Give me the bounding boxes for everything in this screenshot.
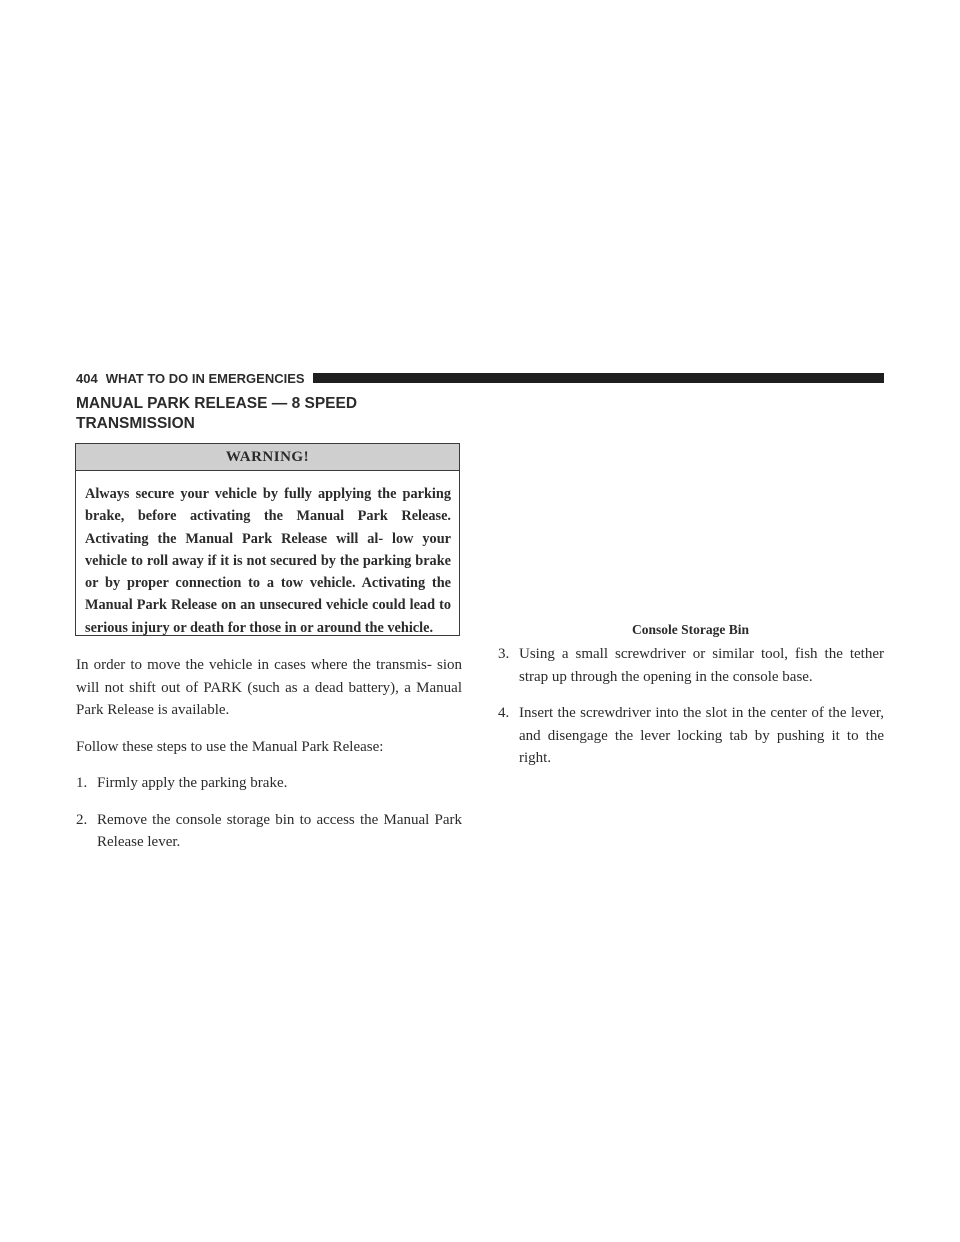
list-item [498,643,884,688]
step-number: 2. [76,811,88,828]
intro-paragraph: In order to move the vehicle in cases where the transmis- sion will not shift out of PARK (such as a dead battery), a Manual Park Release is available. [76,657,462,718]
steps-intro: Follow these steps to use the Manual Park Release: [76,738,384,755]
section-title [76,394,476,434]
step-number: 4. [498,705,510,721]
right-column [498,643,884,784]
list-item [76,809,462,854]
step-number: 1. [76,775,88,791]
step-text: Using a small screwdriver or similar tool, fish the tether strap up through the opening in the console base. [519,646,884,685]
section-title-line-1: MANUAL PARK RELEASE — 8 SPEED [76,395,358,412]
page-number: 404 [76,370,98,386]
section-title-line-2: TRANSMISSION [76,415,195,432]
warning-heading: WARNING! [76,444,459,471]
warning-text: Always secure your vehicle by fully applying the parking brake, before activating the Manual Park Release. Activating the Manual Park Release will al- low your vehicle to roll away if it is not secured by the parking brake or by proper connection to a tow vehicle. Activating the Manual Park Release on an unsecured vehicle could lead to serious injury or death for those in or around the vehicle. [85,486,451,636]
figure-image-placeholder [498,443,883,618]
warning-box [75,443,460,636]
figure-caption: Console Storage Bin [631,622,749,637]
step-number: 3. [498,646,510,662]
running-header [76,369,884,387]
step-text: Firmly apply the parking brake. [97,775,288,791]
section-name: WHAT TO DO IN EMERGENCIES [105,370,305,386]
step-text: Remove the console storage bin to access the Manual Park Release lever. [97,811,462,850]
list-item [76,772,462,795]
header-rule [313,373,884,383]
list-item [498,702,884,770]
left-column [76,654,462,868]
step-text: Insert the screwdriver into the slot in the center of the lever, and disengage the lever locking tab by pushing it to the right. [519,705,884,766]
